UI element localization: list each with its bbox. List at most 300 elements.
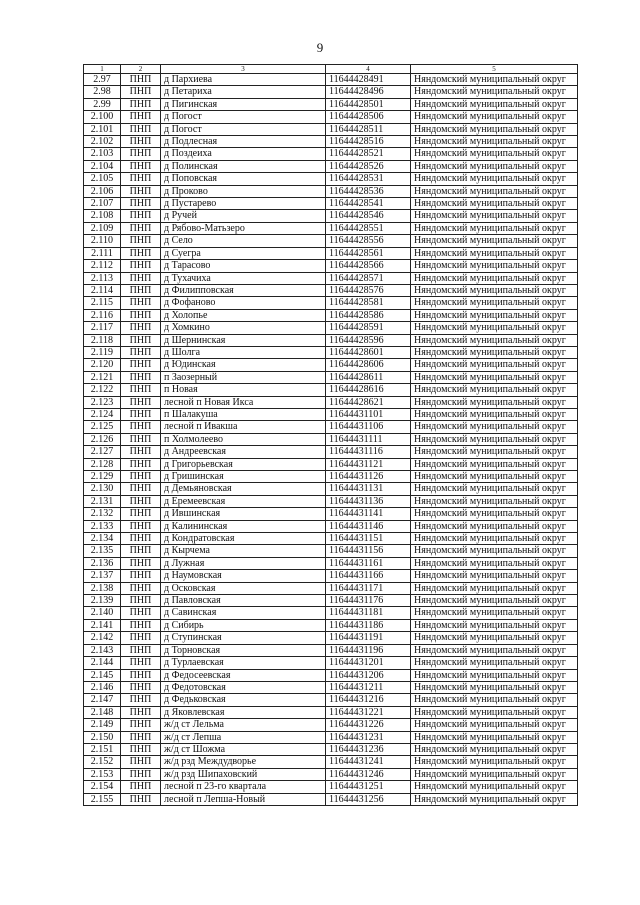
municipality-cell: Няндомский муниципальный округ	[411, 582, 578, 594]
row-number-cell: 2.120	[84, 359, 121, 371]
row-number-cell: 2.97	[84, 74, 121, 86]
municipality-cell: Няндомский муниципальный округ	[411, 297, 578, 309]
municipality-cell: Няндомский муниципальный округ	[411, 471, 578, 483]
table-row	[84, 210, 578, 222]
oktmo-code-cell: 11644431211	[326, 681, 411, 693]
settlement-name-cell: д Турлаевская	[161, 657, 326, 669]
municipality-cell: Няндомский муниципальный округ	[411, 756, 578, 768]
municipality-cell: Няндомский муниципальный округ	[411, 632, 578, 644]
row-number-cell: 2.125	[84, 421, 121, 433]
table-row	[84, 173, 578, 185]
municipality-cell: Няндомский муниципальный округ	[411, 74, 578, 86]
settlements-table-body	[84, 65, 578, 806]
oktmo-code-cell: 11644428591	[326, 322, 411, 334]
row-number-cell: 2.141	[84, 619, 121, 631]
row-number-cell: 2.110	[84, 235, 121, 247]
oktmo-code-cell: 11644428496	[326, 86, 411, 98]
settlement-name-cell: д Григорьевская	[161, 458, 326, 470]
settlement-type-cell: ПНП	[121, 632, 161, 644]
settlement-type-cell: ПНП	[121, 582, 161, 594]
row-number-cell: 2.138	[84, 582, 121, 594]
municipality-cell: Няндомский муниципальный округ	[411, 371, 578, 383]
row-number-cell: 2.111	[84, 247, 121, 259]
municipality-cell: Няндомский муниципальный округ	[411, 743, 578, 755]
municipality-cell: Няндомский муниципальный округ	[411, 557, 578, 569]
settlement-name-cell: д Федосеевская	[161, 669, 326, 681]
oktmo-code-cell: 11644428546	[326, 210, 411, 222]
oktmo-code-cell: 11644428491	[326, 74, 411, 86]
table-row	[84, 98, 578, 110]
row-number-cell: 2.134	[84, 533, 121, 545]
settlement-type-cell: ПНП	[121, 446, 161, 458]
table-row	[84, 657, 578, 669]
oktmo-code-cell: 11644428551	[326, 222, 411, 234]
oktmo-code-cell: 11644428586	[326, 309, 411, 321]
oktmo-code-cell: 11644431186	[326, 619, 411, 631]
settlement-name-cell: ж/д ст Лельма	[161, 719, 326, 731]
table-row	[84, 235, 578, 247]
oktmo-code-cell: 11644431141	[326, 508, 411, 520]
row-number-cell: 2.143	[84, 644, 121, 656]
settlement-type-cell: ПНП	[121, 198, 161, 210]
oktmo-code-cell: 11644428501	[326, 98, 411, 110]
row-number-cell: 2.126	[84, 433, 121, 445]
oktmo-code-cell: 11644431236	[326, 743, 411, 755]
row-number-cell: 2.146	[84, 681, 121, 693]
oktmo-code-cell: 11644428531	[326, 173, 411, 185]
settlement-name-cell: д Холопье	[161, 309, 326, 321]
settlement-name-cell: п Заозерный	[161, 371, 326, 383]
settlements-table	[83, 64, 578, 806]
oktmo-code-cell: 11644431151	[326, 533, 411, 545]
settlement-type-cell: ПНП	[121, 396, 161, 408]
settlement-name-cell: д Яковлевская	[161, 706, 326, 718]
row-number-cell: 2.114	[84, 284, 121, 296]
settlement-name-cell: ж/д ст Шожма	[161, 743, 326, 755]
oktmo-code-cell: 11644431146	[326, 520, 411, 532]
municipality-cell: Няндомский муниципальный округ	[411, 334, 578, 346]
table-row	[84, 756, 578, 768]
oktmo-code-cell: 11644431166	[326, 570, 411, 582]
row-number-cell: 2.113	[84, 272, 121, 284]
table-row	[84, 446, 578, 458]
municipality-cell: Няндомский муниципальный округ	[411, 657, 578, 669]
oktmo-code-cell: 11644431251	[326, 781, 411, 793]
oktmo-code-cell: 11644428566	[326, 260, 411, 272]
table-row	[84, 570, 578, 582]
municipality-cell: Няндомский муниципальный округ	[411, 495, 578, 507]
settlement-type-cell: ПНП	[121, 86, 161, 98]
settlement-type-cell: ПНП	[121, 533, 161, 545]
municipality-cell: Няндомский муниципальный округ	[411, 222, 578, 234]
settlement-type-cell: ПНП	[121, 123, 161, 135]
settlement-name-cell: д Проково	[161, 185, 326, 197]
municipality-cell: Няндомский муниципальный округ	[411, 731, 578, 743]
table-row	[84, 681, 578, 693]
table-row	[84, 309, 578, 321]
oktmo-code-cell: 11644431231	[326, 731, 411, 743]
table-row	[84, 123, 578, 135]
municipality-cell: Няндомский муниципальный округ	[411, 421, 578, 433]
settlement-type-cell: ПНП	[121, 557, 161, 569]
municipality-cell: Няндомский муниципальный округ	[411, 185, 578, 197]
row-number-cell: 2.109	[84, 222, 121, 234]
settlement-type-cell: ПНП	[121, 247, 161, 259]
row-number-cell: 2.98	[84, 86, 121, 98]
column-header: 4	[326, 65, 411, 74]
municipality-cell: Няндомский муниципальный округ	[411, 86, 578, 98]
oktmo-code-cell: 11644431246	[326, 768, 411, 780]
settlement-type-cell: ПНП	[121, 495, 161, 507]
table-row	[84, 322, 578, 334]
column-header: 2	[121, 65, 161, 74]
municipality-cell: Няндомский муниципальный округ	[411, 235, 578, 247]
oktmo-code-cell: 11644428561	[326, 247, 411, 259]
settlement-name-cell: ж/д рзд Шипаховский	[161, 768, 326, 780]
settlement-type-cell: ПНП	[121, 768, 161, 780]
oktmo-code-cell: 11644428596	[326, 334, 411, 346]
settlement-name-cell: д Фофаново	[161, 297, 326, 309]
settlement-name-cell: д Федьковская	[161, 694, 326, 706]
settlement-type-cell: ПНП	[121, 793, 161, 805]
settlement-name-cell: д Демьяновская	[161, 483, 326, 495]
row-number-cell: 2.132	[84, 508, 121, 520]
settlement-name-cell: д Ившинская	[161, 508, 326, 520]
row-number-cell: 2.155	[84, 793, 121, 805]
table-row	[84, 334, 578, 346]
table-row	[84, 346, 578, 358]
row-number-cell: 2.101	[84, 123, 121, 135]
municipality-cell: Няндомский муниципальный округ	[411, 198, 578, 210]
oktmo-code-cell: 11644428576	[326, 284, 411, 296]
settlement-type-cell: ПНП	[121, 260, 161, 272]
table-row	[84, 607, 578, 619]
table-row	[84, 371, 578, 383]
row-number-cell: 2.147	[84, 694, 121, 706]
table-row	[84, 508, 578, 520]
row-number-cell: 2.127	[84, 446, 121, 458]
table-row	[84, 272, 578, 284]
row-number-cell: 2.128	[84, 458, 121, 470]
municipality-cell: Няндомский муниципальный округ	[411, 384, 578, 396]
oktmo-code-cell: 11644428571	[326, 272, 411, 284]
settlement-name-cell: лесной п Новая Икса	[161, 396, 326, 408]
table-row	[84, 533, 578, 545]
municipality-cell: Няндомский муниципальный округ	[411, 793, 578, 805]
municipality-cell: Няндомский муниципальный округ	[411, 706, 578, 718]
row-number-cell: 2.140	[84, 607, 121, 619]
row-number-cell: 2.151	[84, 743, 121, 755]
oktmo-code-cell: 11644431221	[326, 706, 411, 718]
oktmo-code-cell: 11644428621	[326, 396, 411, 408]
table-row	[84, 719, 578, 731]
settlement-name-cell: п Новая	[161, 384, 326, 396]
settlement-name-cell: д Ручей	[161, 210, 326, 222]
municipality-cell: Няндомский муниципальный округ	[411, 210, 578, 222]
settlement-type-cell: ПНП	[121, 669, 161, 681]
table-row	[84, 198, 578, 210]
table-row	[84, 557, 578, 569]
settlement-type-cell: ПНП	[121, 173, 161, 185]
settlement-type-cell: ПНП	[121, 694, 161, 706]
settlement-type-cell: ПНП	[121, 185, 161, 197]
row-number-cell: 2.142	[84, 632, 121, 644]
row-number-cell: 2.104	[84, 160, 121, 172]
table-row	[84, 582, 578, 594]
oktmo-code-cell: 11644428526	[326, 160, 411, 172]
row-number-cell: 2.108	[84, 210, 121, 222]
settlement-type-cell: ПНП	[121, 148, 161, 160]
settlement-name-cell: д Суегра	[161, 247, 326, 259]
municipality-cell: Няндомский муниципальный округ	[411, 284, 578, 296]
settlement-type-cell: ПНП	[121, 471, 161, 483]
table-row	[84, 520, 578, 532]
row-number-cell: 2.103	[84, 148, 121, 160]
settlement-type-cell: ПНП	[121, 371, 161, 383]
settlement-type-cell: ПНП	[121, 111, 161, 123]
row-number-cell: 2.129	[84, 471, 121, 483]
oktmo-code-cell: 11644428506	[326, 111, 411, 123]
row-number-cell: 2.154	[84, 781, 121, 793]
oktmo-code-cell: 11644431131	[326, 483, 411, 495]
municipality-cell: Няндомский муниципальный округ	[411, 148, 578, 160]
settlement-name-cell: д Пархиева	[161, 74, 326, 86]
settlement-type-cell: ПНП	[121, 334, 161, 346]
oktmo-code-cell: 11644431181	[326, 607, 411, 619]
table-row	[84, 706, 578, 718]
municipality-cell: Няндомский муниципальный округ	[411, 483, 578, 495]
settlement-name-cell: д Рябово-Матьзеро	[161, 222, 326, 234]
settlement-name-cell: д Сибирь	[161, 619, 326, 631]
oktmo-code-cell: 11644428556	[326, 235, 411, 247]
settlement-name-cell: д Тухачиха	[161, 272, 326, 284]
table-row	[84, 483, 578, 495]
settlement-name-cell: д Гришинская	[161, 471, 326, 483]
settlement-name-cell: д Поповская	[161, 173, 326, 185]
table-row	[84, 408, 578, 420]
page-number: 9	[316, 40, 324, 55]
table-row	[84, 74, 578, 86]
municipality-cell: Няндомский муниципальный округ	[411, 570, 578, 582]
oktmo-code-cell: 11644431116	[326, 446, 411, 458]
settlement-type-cell: ПНП	[121, 781, 161, 793]
table-row	[84, 136, 578, 148]
municipality-cell: Няндомский муниципальный округ	[411, 247, 578, 259]
table-row	[84, 632, 578, 644]
row-number-cell: 2.150	[84, 731, 121, 743]
settlement-type-cell: ПНП	[121, 657, 161, 669]
column-header: 3	[161, 65, 326, 74]
row-number-cell: 2.148	[84, 706, 121, 718]
settlement-name-cell: д Шернинская	[161, 334, 326, 346]
settlement-name-cell: д Тарасово	[161, 260, 326, 272]
table-row	[84, 359, 578, 371]
settlement-name-cell: д Юдинская	[161, 359, 326, 371]
settlement-type-cell: ПНП	[121, 272, 161, 284]
oktmo-code-cell: 11644428521	[326, 148, 411, 160]
oktmo-code-cell: 11644431256	[326, 793, 411, 805]
settlement-type-cell: ПНП	[121, 309, 161, 321]
table-row	[84, 495, 578, 507]
settlement-type-cell: ПНП	[121, 359, 161, 371]
municipality-cell: Няндомский муниципальный округ	[411, 433, 578, 445]
settlement-type-cell: ПНП	[121, 160, 161, 172]
row-number-cell: 2.121	[84, 371, 121, 383]
settlement-type-cell: ПНП	[121, 284, 161, 296]
row-number-cell: 2.133	[84, 520, 121, 532]
row-number-cell: 2.145	[84, 669, 121, 681]
settlement-name-cell: д Шолга	[161, 346, 326, 358]
municipality-cell: Няндомский муниципальный округ	[411, 98, 578, 110]
settlement-name-cell: д Петариха	[161, 86, 326, 98]
settlement-name-cell: д Погост	[161, 111, 326, 123]
settlement-name-cell: д Павловская	[161, 595, 326, 607]
settlement-name-cell: д Хомкино	[161, 322, 326, 334]
municipality-cell: Няндомский муниципальный округ	[411, 520, 578, 532]
municipality-cell: Няндомский муниципальный округ	[411, 136, 578, 148]
row-number-cell: 2.112	[84, 260, 121, 272]
table-row	[84, 433, 578, 445]
settlement-name-cell: ж/д ст Лепша	[161, 731, 326, 743]
municipality-cell: Няндомский муниципальный округ	[411, 346, 578, 358]
table-row	[84, 185, 578, 197]
municipality-cell: Няндомский муниципальный округ	[411, 719, 578, 731]
settlement-name-cell: д Погост	[161, 123, 326, 135]
table-row	[84, 396, 578, 408]
oktmo-code-cell: 11644428601	[326, 346, 411, 358]
settlement-name-cell: п Холмолеево	[161, 433, 326, 445]
settlement-name-cell: ж/д рзд Междудворье	[161, 756, 326, 768]
oktmo-code-cell: 11644431101	[326, 408, 411, 420]
oktmo-code-cell: 11644431241	[326, 756, 411, 768]
settlement-type-cell: ПНП	[121, 731, 161, 743]
row-number-cell: 2.135	[84, 545, 121, 557]
row-number-cell: 2.136	[84, 557, 121, 569]
municipality-cell: Няндомский муниципальный округ	[411, 607, 578, 619]
settlement-name-cell: д Еремеевская	[161, 495, 326, 507]
table-row	[84, 260, 578, 272]
row-number-cell: 2.137	[84, 570, 121, 582]
oktmo-code-cell: 11644431206	[326, 669, 411, 681]
row-number-cell: 2.99	[84, 98, 121, 110]
column-header: 1	[84, 65, 121, 74]
row-number-cell: 2.117	[84, 322, 121, 334]
table-row	[84, 743, 578, 755]
municipality-cell: Няндомский муниципальный округ	[411, 533, 578, 545]
oktmo-code-cell: 11644431171	[326, 582, 411, 594]
table-row	[84, 421, 578, 433]
settlement-name-cell: д Торновская	[161, 644, 326, 656]
settlement-name-cell: лесной п Ивакша	[161, 421, 326, 433]
oktmo-code-cell: 11644428536	[326, 185, 411, 197]
municipality-cell: Няндомский муниципальный округ	[411, 408, 578, 420]
settlement-type-cell: ПНП	[121, 74, 161, 86]
row-number-cell: 2.131	[84, 495, 121, 507]
table-row	[84, 471, 578, 483]
row-number-cell: 2.139	[84, 595, 121, 607]
row-number-cell: 2.105	[84, 173, 121, 185]
settlement-name-cell: д Подлесная	[161, 136, 326, 148]
oktmo-code-cell: 11644428616	[326, 384, 411, 396]
settlement-name-cell: д Наумовская	[161, 570, 326, 582]
municipality-cell: Няндомский муниципальный округ	[411, 781, 578, 793]
table-row	[84, 284, 578, 296]
municipality-cell: Няндомский муниципальный округ	[411, 160, 578, 172]
settlement-type-cell: ПНП	[121, 483, 161, 495]
settlement-type-cell: ПНП	[121, 570, 161, 582]
settlement-name-cell: п Шалакуша	[161, 408, 326, 420]
table-row	[84, 384, 578, 396]
row-number-cell: 2.115	[84, 297, 121, 309]
municipality-cell: Няндомский муниципальный округ	[411, 644, 578, 656]
settlement-type-cell: ПНП	[121, 322, 161, 334]
settlement-type-cell: ПНП	[121, 756, 161, 768]
settlement-type-cell: ПНП	[121, 421, 161, 433]
settlement-type-cell: ПНП	[121, 458, 161, 470]
settlement-type-cell: ПНП	[121, 235, 161, 247]
table-row	[84, 644, 578, 656]
table-row	[84, 694, 578, 706]
oktmo-code-cell: 11644428516	[326, 136, 411, 148]
oktmo-code-cell: 11644431191	[326, 632, 411, 644]
settlement-name-cell: д Калининская	[161, 520, 326, 532]
row-number-cell: 2.102	[84, 136, 121, 148]
settlement-type-cell: ПНП	[121, 520, 161, 532]
oktmo-code-cell: 11644431196	[326, 644, 411, 656]
oktmo-code-cell: 11644428611	[326, 371, 411, 383]
oktmo-code-cell: 11644431156	[326, 545, 411, 557]
table-header-row	[84, 65, 578, 74]
oktmo-code-cell: 11644431176	[326, 595, 411, 607]
municipality-cell: Няндомский муниципальный округ	[411, 508, 578, 520]
oktmo-code-cell: 11644431126	[326, 471, 411, 483]
table-row	[84, 86, 578, 98]
municipality-cell: Няндомский муниципальный округ	[411, 123, 578, 135]
municipality-cell: Няндомский муниципальный округ	[411, 545, 578, 557]
settlement-name-cell: лесной п 23-го квартала	[161, 781, 326, 793]
municipality-cell: Няндомский муниципальный округ	[411, 768, 578, 780]
settlement-type-cell: ПНП	[121, 595, 161, 607]
settlement-type-cell: ПНП	[121, 619, 161, 631]
settlement-type-cell: ПНП	[121, 743, 161, 755]
oktmo-code-cell: 11644431136	[326, 495, 411, 507]
oktmo-code-cell: 11644428541	[326, 198, 411, 210]
table-row	[84, 781, 578, 793]
municipality-cell: Няндомский муниципальный округ	[411, 111, 578, 123]
settlement-type-cell: ПНП	[121, 508, 161, 520]
settlement-name-cell: д Осковская	[161, 582, 326, 594]
settlement-name-cell: д Кырчема	[161, 545, 326, 557]
table-row	[84, 222, 578, 234]
row-number-cell: 2.152	[84, 756, 121, 768]
table-row	[84, 458, 578, 470]
settlement-type-cell: ПНП	[121, 297, 161, 309]
table-row	[84, 768, 578, 780]
row-number-cell: 2.123	[84, 396, 121, 408]
municipality-cell: Няндомский муниципальный округ	[411, 595, 578, 607]
settlement-name-cell: д Пигинская	[161, 98, 326, 110]
municipality-cell: Няндомский муниципальный округ	[411, 359, 578, 371]
municipality-cell: Няндомский муниципальный округ	[411, 446, 578, 458]
settlement-type-cell: ПНП	[121, 384, 161, 396]
oktmo-code-cell: 11644428581	[326, 297, 411, 309]
settlement-name-cell: д Кондратовская	[161, 533, 326, 545]
municipality-cell: Няндомский муниципальный округ	[411, 260, 578, 272]
settlement-name-cell: д Лужная	[161, 557, 326, 569]
row-number-cell: 2.144	[84, 657, 121, 669]
municipality-cell: Няндомский муниципальный округ	[411, 396, 578, 408]
table-row	[84, 247, 578, 259]
